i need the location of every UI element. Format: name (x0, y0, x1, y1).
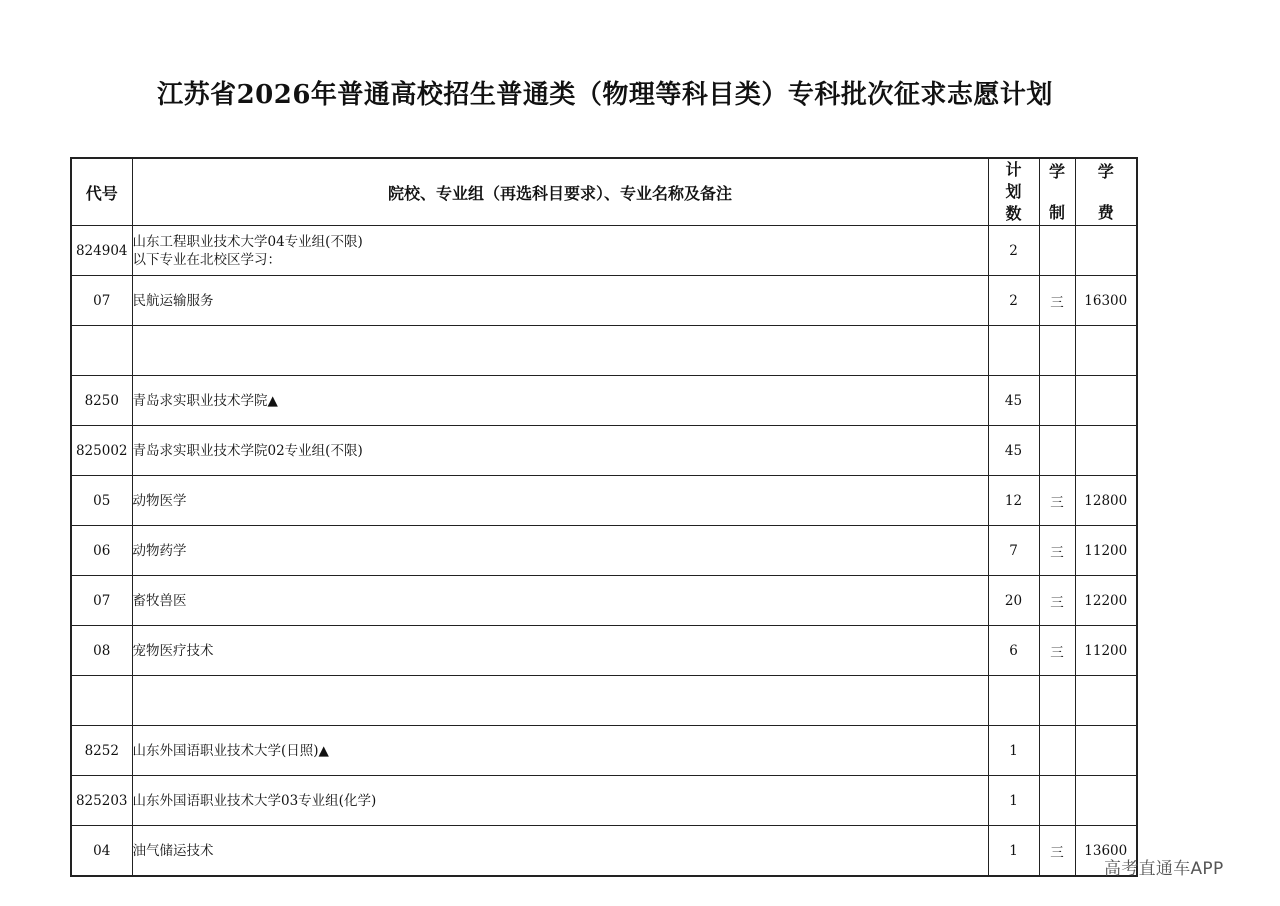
table-row (71, 426, 1137, 476)
cell-name-text: 青岛求实职业技术学院▲ (132, 392, 278, 409)
cell-name (132, 776, 988, 826)
cell-name (132, 426, 988, 476)
cell-code: 05 (71, 476, 132, 526)
cell-code: 825203 (71, 776, 132, 826)
table-row (71, 776, 1137, 826)
cell-length: 三 (1039, 626, 1075, 676)
watermark: 高考直通车APP (1104, 859, 1224, 879)
table-row (71, 726, 1137, 776)
cell-plan: 1 (988, 726, 1039, 776)
cell-plan: 20 (988, 576, 1039, 626)
header-code: 代号 (71, 158, 132, 226)
cell-length: 三 (1039, 576, 1075, 626)
cell-code: 824904 (71, 226, 132, 276)
cell-length (1039, 326, 1075, 376)
cell-fee (1075, 426, 1137, 476)
cell-name-text: 民航运输服务 (132, 292, 214, 309)
cell-name-text: 动物医学 (132, 492, 187, 509)
cell-name (132, 676, 988, 726)
cell-length (1039, 376, 1075, 426)
cell-fee (1075, 326, 1137, 376)
cell-name-text: 山东外国语职业技术大学03专业组(化学) (132, 792, 377, 809)
cell-code (71, 326, 132, 376)
cell-length (1039, 726, 1075, 776)
page-title: 江苏省2026年普通高校招生普通类（物理等科目类）专科批次征求志愿计划 (157, 80, 1053, 110)
table-row (71, 826, 1137, 877)
table-row (71, 326, 1137, 376)
cell-fee: 13600 (1075, 826, 1137, 877)
header-length (1039, 158, 1075, 226)
cell-plan (988, 676, 1039, 726)
cell-name (132, 326, 988, 376)
table-row (71, 576, 1137, 626)
cell-fee (1075, 776, 1137, 826)
cell-length: 三 (1039, 526, 1075, 576)
cell-name (132, 276, 988, 326)
table-row (71, 376, 1137, 426)
cell-code: 08 (71, 626, 132, 676)
cell-fee: 12800 (1075, 476, 1137, 526)
cell-name-text: 动物药学 (132, 542, 187, 559)
cell-length (1039, 676, 1075, 726)
cell-fee (1075, 376, 1137, 426)
cell-length (1039, 226, 1075, 276)
cell-fee (1075, 676, 1137, 726)
header-fee-label: 学 费 (1097, 162, 1114, 222)
cell-plan: 1 (988, 776, 1039, 826)
cell-code: 07 (71, 276, 132, 326)
enrollment-plan-table (70, 157, 1138, 877)
table-row (71, 226, 1137, 276)
header-fee (1075, 158, 1137, 226)
table-row (71, 676, 1137, 726)
cell-code: 825002 (71, 426, 132, 476)
cell-plan: 2 (988, 276, 1039, 326)
cell-note-text: 以下专业在北校区学习： (132, 251, 281, 268)
cell-plan (988, 326, 1039, 376)
table-row (71, 626, 1137, 676)
table-header-row (71, 158, 1137, 226)
cell-length (1039, 776, 1075, 826)
header-plan (988, 158, 1039, 226)
cell-name (132, 526, 988, 576)
cell-plan: 6 (988, 626, 1039, 676)
cell-name (132, 726, 988, 776)
cell-plan: 45 (988, 426, 1039, 476)
header-plan-label: 计划数 (1005, 160, 1022, 223)
cell-name (132, 476, 988, 526)
cell-plan: 12 (988, 476, 1039, 526)
cell-code: 04 (71, 826, 132, 877)
cell-plan: 2 (988, 226, 1039, 276)
cell-plan: 1 (988, 826, 1039, 877)
cell-fee: 12200 (1075, 576, 1137, 626)
header-length-label: 学 制 (1049, 162, 1066, 222)
cell-fee (1075, 726, 1137, 776)
cell-fee: 16300 (1075, 276, 1137, 326)
cell-name (132, 626, 988, 676)
cell-name-text: 畜牧兽医 (132, 592, 187, 609)
table-row (71, 526, 1137, 576)
cell-code: 07 (71, 576, 132, 626)
cell-name (132, 376, 988, 426)
cell-name-text: 山东外国语职业技术大学(日照)▲ (132, 742, 329, 759)
cell-name-text: 油气储运技术 (132, 842, 214, 859)
cell-length: 三 (1039, 276, 1075, 326)
cell-name (132, 576, 988, 626)
table-row (71, 276, 1137, 326)
header-name: 院校、专业组（再选科目要求）、专业名称及备注 (132, 158, 988, 226)
cell-code: 06 (71, 526, 132, 576)
cell-name-text: 青岛求实职业技术学院02专业组(不限) (132, 442, 363, 459)
cell-length: 三 (1039, 826, 1075, 877)
cell-name-text: 山东工程职业技术大学04专业组(不限) (132, 233, 363, 250)
cell-code: 8252 (71, 726, 132, 776)
cell-name (132, 826, 988, 877)
cell-code: 8250 (71, 376, 132, 426)
cell-fee: 11200 (1075, 526, 1137, 576)
cell-length: 三 (1039, 476, 1075, 526)
cell-name-text: 宠物医疗技术 (132, 642, 214, 659)
cell-length (1039, 426, 1075, 476)
table-row (71, 476, 1137, 526)
cell-plan: 45 (988, 376, 1039, 426)
cell-name (132, 226, 988, 276)
cell-fee (1075, 226, 1137, 276)
cell-code (71, 676, 132, 726)
cell-fee: 11200 (1075, 626, 1137, 676)
cell-plan: 7 (988, 526, 1039, 576)
